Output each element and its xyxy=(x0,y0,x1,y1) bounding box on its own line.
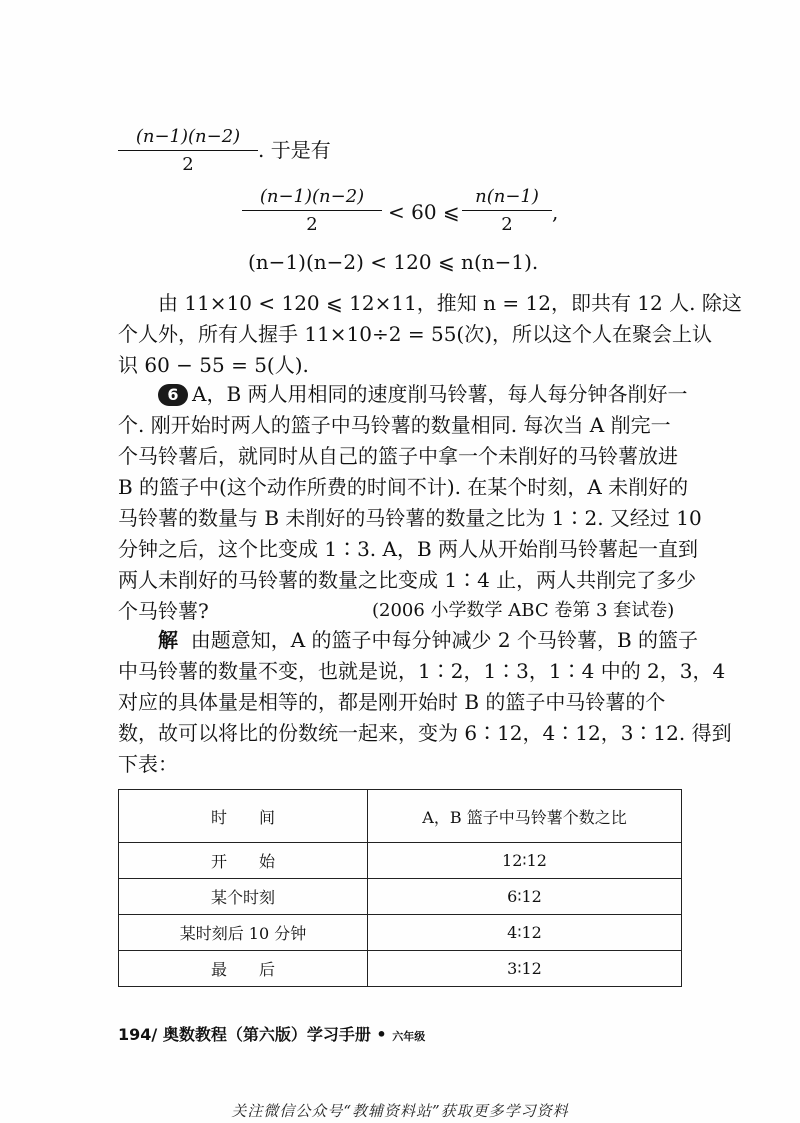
table-row xyxy=(119,843,682,879)
table-header-cell: A，B 篮子中马铃薯个数之比 xyxy=(368,790,682,843)
problem-line: 个. 刚开始时两人的篮子中马铃薯的数量相同. 每次当 A 削完一 xyxy=(118,413,671,437)
problem-source: (2006 小学数学 ABC 卷第 3 套试卷) xyxy=(372,600,675,621)
problem-line: 分钟之后，这个比变成 1∶3. A，B 两人从开始削马铃薯起一直到 xyxy=(118,537,699,561)
intro-numerator: (n−1)(n−2) xyxy=(135,126,241,147)
problem-number-badge: 6 xyxy=(158,384,188,406)
para-prev-line: 由 11×10 < 120 ⩽ 12×11，推知 n = 12，即共有 12 人. 除这 xyxy=(158,291,742,315)
solution-line xyxy=(158,628,698,652)
problem-text: A，B 两人用相同的速度削马铃薯，每人每分钟各削好一 xyxy=(192,382,688,406)
ineq1-left-numerator: (n−1)(n−2) xyxy=(259,186,365,207)
page-number: 194/ xyxy=(118,1025,158,1044)
table-cell: 12∶12 xyxy=(368,843,682,879)
table-cell: 某时刻后 10 分钟 xyxy=(119,915,368,951)
table-cell: 某个时刻 xyxy=(119,879,368,915)
fraction-bar xyxy=(242,210,382,211)
ineq1-right-numerator: n(n−1) xyxy=(475,186,539,207)
footer-dot: • xyxy=(376,1025,387,1044)
table-cell: 最 后 xyxy=(119,951,368,987)
solution-line: 对应的具体量是相等的，都是刚开始时 B 的篮子中马铃薯的个 xyxy=(118,690,666,714)
ineq1-left-denominator: 2 xyxy=(306,214,318,235)
ineq1-right-fraction xyxy=(462,186,552,235)
ineq2: (n−1)(n−2) < 120 ⩽ n(n−1). xyxy=(248,250,539,274)
ineq1-tail: , xyxy=(552,200,559,224)
table-cell: 开 始 xyxy=(119,843,368,879)
table-cell: 3∶12 xyxy=(368,951,682,987)
table-cell: 4∶12 xyxy=(368,915,682,951)
solution-text: 由题意知，A 的篮子中每分钟减少 2 个马铃薯，B 的篮子 xyxy=(190,628,699,652)
solution-line: 下表： xyxy=(118,752,178,776)
table-cell: 6∶12 xyxy=(368,879,682,915)
table-header-row xyxy=(119,790,682,843)
table-row xyxy=(119,951,682,987)
intro-denominator: 2 xyxy=(182,154,194,175)
fraction-bar xyxy=(462,210,552,211)
problem-line: 个马铃薯? xyxy=(118,599,209,623)
watermark-text: 关注微信公众号“教辅资料站”获取更多学习资料 xyxy=(231,1102,569,1120)
ineq1-left-fraction xyxy=(242,186,382,235)
ineq1-right-denominator: 2 xyxy=(501,214,513,235)
solution-line: 中马铃薯的数量不变，也就是说，1∶2，1∶3，1∶4 中的 2，3，4 xyxy=(118,659,726,683)
para-prev-line: 识 60 − 55 = 5(人). xyxy=(118,353,309,377)
table-header-cell: 时 间 xyxy=(119,790,368,843)
fraction-bar xyxy=(118,150,258,151)
problem-line: 个马铃薯后，就同时从自己的篮子中拿一个未削好的马铃薯放进 xyxy=(118,444,678,468)
table-row xyxy=(119,915,682,951)
problem-line xyxy=(158,382,688,406)
grade-label: 六年级 xyxy=(392,1030,426,1043)
problem-line: B 的篮子中(这个动作所费的时间不计). 在某个时刻，A 未削好的 xyxy=(118,475,689,499)
ratio-table xyxy=(118,789,682,987)
intro-fraction xyxy=(118,126,258,175)
problem-line: 两人未削好的马铃薯的数量之比变成 1∶4 止，两人共削完了多少 xyxy=(118,568,697,592)
problem-line: 马铃薯的数量与 B 未削好的马铃薯的数量之比为 1∶2. 又经过 10 xyxy=(118,506,702,530)
table-row xyxy=(119,879,682,915)
solution-line: 数，故可以将比的份数统一起来，变为 6∶12，4∶12，3∶12. 得到 xyxy=(118,721,732,745)
ineq1-middle: < 60 ⩽ xyxy=(388,200,460,224)
intro-tail: . 于是有 xyxy=(258,138,331,162)
para-prev-line: 个人外，所有人握手 11×10÷2 = 55(次)，所以这个人在聚会上认 xyxy=(118,322,713,346)
solution-label: 解 xyxy=(158,628,178,652)
book-title: 奥数教程（第六版）学习手册 xyxy=(162,1025,371,1044)
page-footer xyxy=(118,1022,425,1045)
